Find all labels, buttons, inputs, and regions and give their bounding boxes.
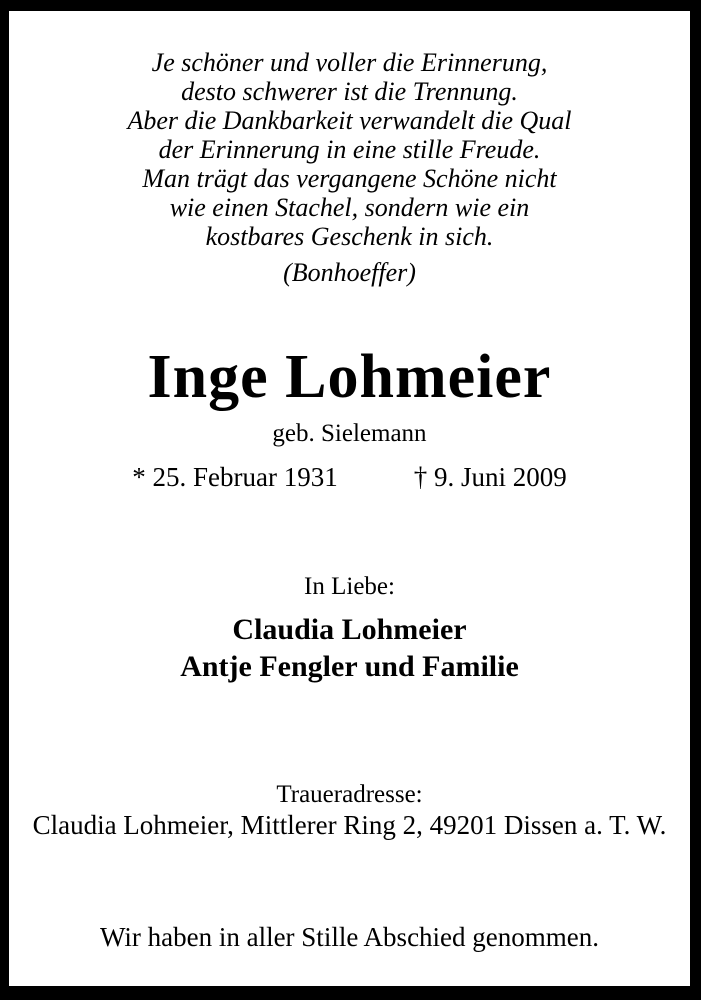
mourner-name: Antje Fengler und Familie: [180, 650, 519, 683]
quote-line: Aber die Dankbarkeit verwandelt die Qual: [127, 106, 572, 135]
quote-line: desto schwerer ist die Trennung.: [181, 77, 518, 106]
quote-line: Man trägt das vergangene Schöne nicht: [142, 164, 557, 193]
obituary-sheet: [9, 11, 690, 986]
mourners-block: [9, 611, 690, 685]
closing-line: Wir haben in aller Stille Abschied genommen.: [99, 922, 600, 952]
quote-line: kostbares Geschenk in sich.: [205, 222, 494, 251]
quote-attribution: (Bonhoeffer): [283, 258, 416, 287]
mourning-address: Claudia Lohmeier, Mittlerer Ring 2, 49201 Dissen a. T. W.: [32, 810, 667, 840]
farewell-intro: In Liebe:: [304, 573, 395, 600]
mourner-name: Claudia Lohmeier: [232, 613, 467, 646]
quote-line: Je schöner und voller die Erinnerung,: [151, 48, 548, 77]
quote-line: wie einen Stachel, sondern wie ein: [169, 193, 530, 222]
birth-date: * 25. Februar 1931: [132, 462, 338, 492]
quote-line: der Erinnerung in eine stille Freude.: [158, 135, 541, 164]
death-date: † 9. Juni 2009: [413, 462, 567, 492]
quote-block: [9, 48, 690, 251]
life-dates-row: [9, 461, 690, 493]
maiden-name: geb. Sielemann: [272, 420, 427, 447]
mourning-address-label: Traueradresse:: [276, 781, 423, 808]
deceased-name: Inge Lohmeier: [147, 343, 552, 411]
